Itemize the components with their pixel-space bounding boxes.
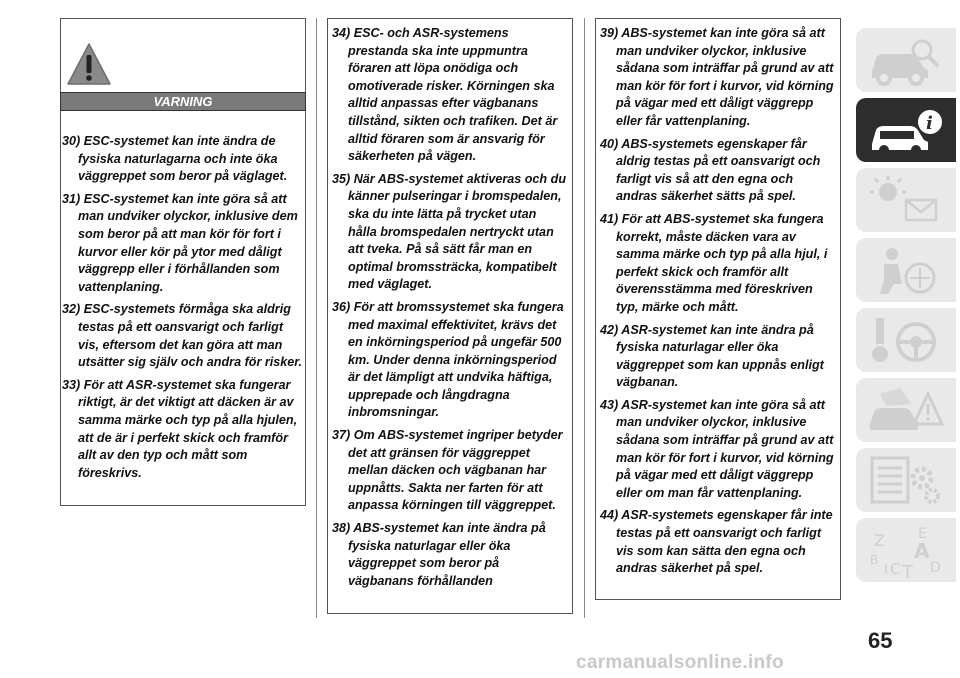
note-42: 42) ASR-systemet kan inte ändra på fysiska naturlagar eller öka väggreppet som kan uppnås enligt vägbanan. [600, 322, 824, 390]
page-number: 65 [868, 628, 893, 653]
note-43: 43) ASR-systemet kan inte göra så att man undviker olyckor, inklusive sådana som inträffar på grund av att man kör för fort i kurvor, vid körning på vägar med ett dåligt väggrepp eller om man får vattenplaning. [600, 397, 834, 500]
tab-safety[interactable] [856, 238, 956, 302]
tab-warning-lights[interactable] [856, 168, 956, 232]
note-33: 33) För att ASR-systemet ska fungerar riktigt, är det viktigt att däcken är av samma märke och typ på alla hjulen, att de är i perfekt skick och framför allt av den typ och mått som föreskrivs. [62, 377, 298, 480]
note-35: 35) När ABS-systemet aktiveras och du känner pulseringar i bromspedalen, ska du inte lätta på trycket utan hålla bromspedalen nertryckt utan att tveka. På så sätt får man en optimal bromssträcka, kompatibelt med väglaget. [332, 171, 567, 292]
note-31: 31) ESC-systemet kan inte göra så att man undviker olyckor, inklusive dem som beror på att man kör för fort i kurvor eller kör på ytor med dåligt väggrepp eller i förhållanden som vattenplaning. [62, 191, 298, 294]
car-breakdown-icon [866, 384, 946, 436]
car-info-icon [866, 104, 946, 156]
tab-maintenance[interactable] [856, 448, 956, 512]
index-letter-t: T [902, 562, 913, 580]
index-letter-a: A [914, 539, 930, 563]
note-44: 44) ASR-systemets egenskaper får inte testas på ett oansvarigt och farligt vis som kan sätta den egna och andras säkerhet på spel. [600, 508, 833, 576]
note-32: 32) ESC-systemets förmåga ska aldrig testas på ett oansvarigt och farligt vis, eftersom det kan göra att man utsätter sig själv och andra för risker. [62, 302, 302, 370]
note-36: 36) För att bromssystemet ska fungera med maximal effektivitet, krävs det en inkörningsperiod på ungefär 500 km. Under denna inkörningsperiod är det lämpligt att undvika häftiga, upprepade och långdragna inbromsningar. [332, 299, 564, 420]
maintenance-list-gear-icon [866, 454, 946, 506]
notes-column-3 [595, 18, 841, 600]
note-40: 40) ABS-systemets egenskaper får aldrig testas på ett oansvarigt och farligt vis så att den egna och andras säkerhet sätts på spel. [600, 136, 821, 204]
tab-starting-driving[interactable] [856, 308, 956, 372]
warning-triangle-icon [66, 42, 112, 88]
column-divider-2 [584, 18, 585, 618]
svg-text:i: i [926, 113, 933, 134]
column-divider-1 [316, 18, 317, 618]
index-letter-z: Z [874, 531, 885, 550]
note-37: 37) Om ABS-systemet ingriper betyder det att gränsen för väggreppet mellan däcken och vägbanan har uppnåtts. Sakta ner farten för att anpassa körningen till väggreppet. [332, 428, 563, 513]
car-search-icon [866, 34, 946, 86]
index-letter-c: C [890, 560, 901, 578]
key-steering-wheel-icon [866, 314, 946, 366]
tab-car-search[interactable] [856, 28, 956, 92]
note-38: 38) ABS-systemet kan inte ändra på fysiska naturlagar eller öka väggreppet som beror på vägbanans förhållanden [332, 521, 546, 588]
index-letter-b: B [870, 553, 879, 567]
note-34: 34) ESC- och ASR-systemens prestanda ska inte uppmuntra föraren att löpa onödiga och omotiverade risker. Körningen ska alltid anpassas efter vägbanans tillstånd, sikten och trafiken. Det är alltid föraren som är ansvarig för säkerheten på vägen. [332, 26, 558, 164]
note-39: 39) ABS-systemet kan inte göra så att man undviker olyckor, inklusive sådana som inträffar på grund av att man kör för fort i kurvor, vid körning på vägar med ett dåligt väggrepp eller får vattenplaning. [600, 26, 834, 128]
notes-column-2 [327, 18, 573, 614]
note-41: 41) För att ABS-systemet ska fungera korrekt, måste däcken vara av samma märke och typ på alla hjul, i perfekt skick och framför allt överensstämma med föreskriven typ, märke och mått. [600, 211, 828, 314]
tab-emergency[interactable] [856, 378, 956, 442]
warning-lights-message-icon [866, 174, 946, 226]
index-letter-d: D [930, 560, 941, 576]
warning-header: VARNING [60, 92, 306, 111]
tab-car-info[interactable] [856, 98, 956, 162]
alphabetical-index-icon [866, 524, 946, 580]
index-letter-i: I [884, 562, 889, 578]
tab-index[interactable] [856, 518, 956, 582]
watermark: carmanualsonline.info [576, 652, 784, 673]
note-30: 30) ESC-systemet kan inte ändra de fysiska naturlagarna och inte öka väggreppet som beror på väglaget. [62, 134, 288, 184]
airbag-passenger-icon [866, 244, 946, 296]
index-letter-e: E [918, 526, 927, 542]
